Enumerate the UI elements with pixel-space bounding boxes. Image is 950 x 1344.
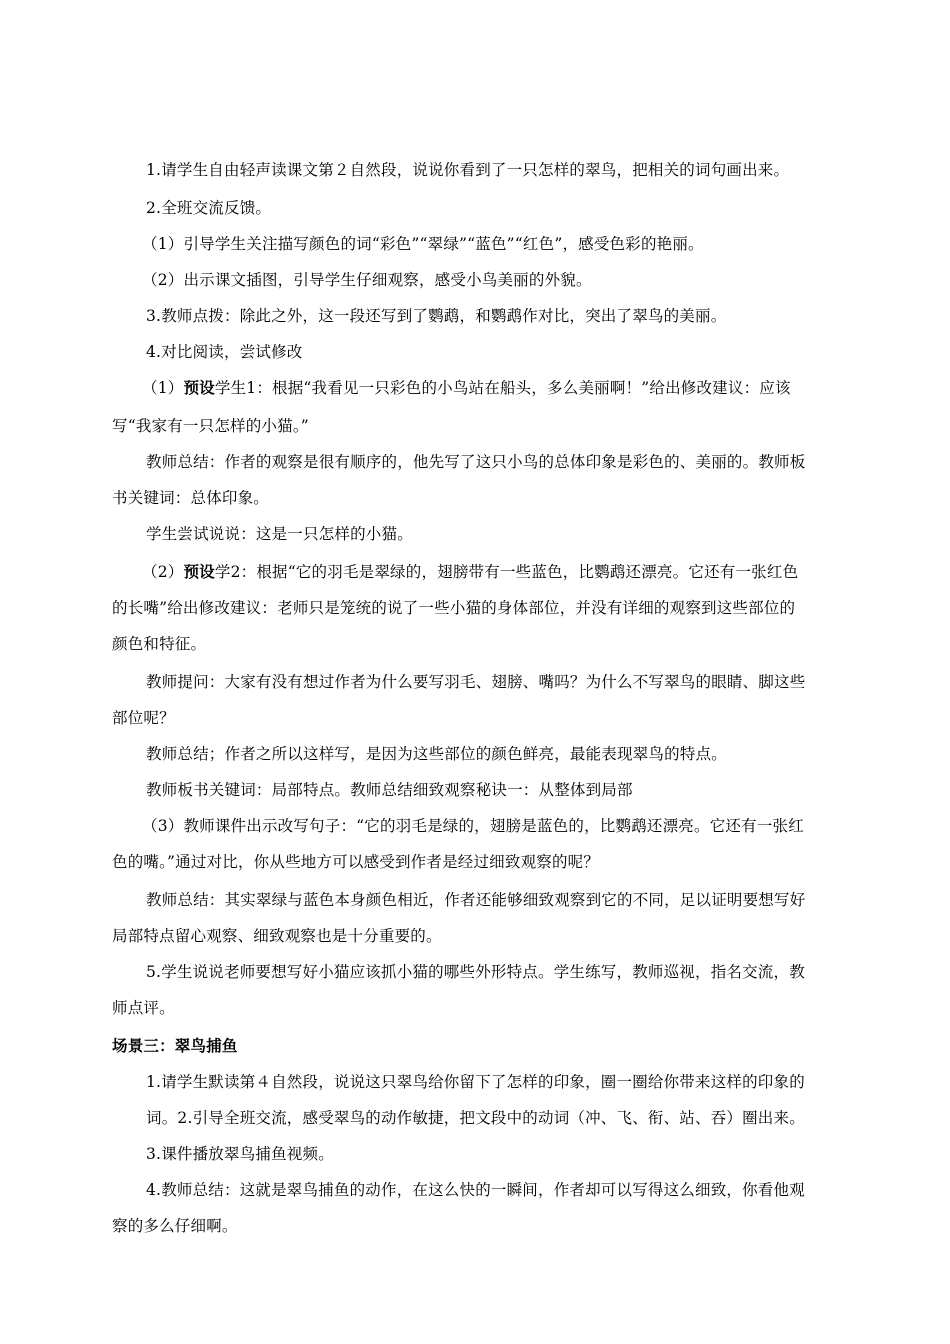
paragraph-line: （2）出示课文插图，引导学生仔细观察，感受小鸟美丽的外貌。: [142, 271, 592, 289]
paragraph-line: 颜色和特征。: [112, 635, 207, 653]
paragraph-line-preset-1: [142, 378, 791, 398]
paragraph-line: 教师总结：作者的观察是很有顺序的，他先写了这只小鸟的总体印象是彩色的、美丽的。教师板: [146, 453, 806, 471]
paragraph-line: 色的嘴。”通过对比，你从些地方可以感受到作者是经过细致观察的呢？: [112, 853, 600, 871]
line-text: 学2：根据“它的羽毛是翠绿的，翅膀带有一些蓝色，比鹦鹉还漂亮。它还有一张红色: [214, 563, 799, 581]
paragraph-line: （1）引导学生关注描写颜色的词“彩色”“翠绿”“蓝色”“红色”，感受色彩的艳丽。: [142, 235, 704, 253]
paragraph-line: 3.课件播放翠鸟捕鱼视频。: [146, 1145, 334, 1163]
paragraph-line-preset-2: [142, 562, 798, 582]
paragraph-line: 词。2.引导全班交流，感受翠鸟的动作敏捷，把文段中的动词（冲、飞、衔、站、吞）圈出来。: [146, 1109, 805, 1127]
paragraph-line: 学生尝试说说：这是一只怎样的小猫。: [146, 525, 413, 543]
section-heading: 场景三：翠鸟捕鱼: [112, 1037, 238, 1055]
paragraph-line: 教师总结：其实翠绿与蓝色本身颜色相近，作者还能够细致观察到它的不同，足以证明要想写好: [146, 891, 806, 909]
paragraph-line: 局部特点留心观察、细致观察也是十分重要的。: [112, 927, 442, 945]
paragraph-line: 4.教师总结：这就是翠鸟捕鱼的动作，在这么快的一瞬间，作者却可以写得这么细致，你看他观: [146, 1181, 805, 1199]
bold-term: 预设: [183, 379, 215, 397]
paragraph-line: （3）教师课件出示改写句子：“它的羽毛是绿的，翅膀是蓝色的，比鹦鹉还漂亮。它还有一张红: [142, 817, 804, 835]
paragraph-line: 写“我家有一只怎样的小猫。”: [112, 417, 309, 435]
list-prefix: （1）: [142, 379, 184, 397]
paragraph-line: 3.教师点拨：除此之外，这一段还写到了鹦鹉，和鹦鹉作对比，突出了翠鸟的美丽。: [146, 307, 727, 325]
list-prefix: （2）: [142, 563, 184, 581]
paragraph-line: 1.请学生自由轻声读课文第２自然段，说说你看到了一只怎样的翠鸟，把相关的词句画出来。: [146, 161, 790, 179]
paragraph-line: 察的多么仔细啊。: [112, 1217, 238, 1235]
paragraph-line: 教师总结；作者之所以这样写，是因为这些部位的颜色鲜亮，最能表现翠鸟的特点。: [146, 745, 727, 763]
paragraph-line: 4.对比阅读，尝试修改: [146, 343, 303, 361]
paragraph-line: 部位呢？: [112, 709, 175, 727]
paragraph-line: 的长嘴”给出修改建议：老师只是笼统的说了一些小猫的身体部位，并没有详细的观察到这些部位的: [112, 599, 796, 617]
bold-term: 预设: [183, 563, 215, 581]
paragraph-line: 1.请学生默读第４自然段，说说这只翠鸟给你留下了怎样的印象，圈一圈给你带来这样的印象的: [146, 1073, 805, 1091]
paragraph-line: 2.全班交流反馈。: [146, 199, 272, 217]
paragraph-line: 师点评。: [112, 999, 175, 1017]
paragraph-line: 教师板书关键词：局部特点。教师总结细致观察秘诀一：从整体到局部: [146, 781, 633, 799]
paragraph-line: 教师提问：大家有没有想过作者为什么要写羽毛、翅膀、嘴吗？为什么不写翠鸟的眼睛、脚这些: [146, 673, 806, 691]
paragraph-line: 5.学生说说老师要想写好小猫应该抓小猫的哪些外形特点。学生练写，教师巡视，指名交流，教: [146, 963, 805, 981]
paragraph-line: 书关键词：总体印象。: [112, 489, 270, 507]
line-text: 学生1：根据“我看见一只彩色的小鸟站在船头，多么美丽啊！”给出修改建议：应该: [214, 379, 791, 397]
